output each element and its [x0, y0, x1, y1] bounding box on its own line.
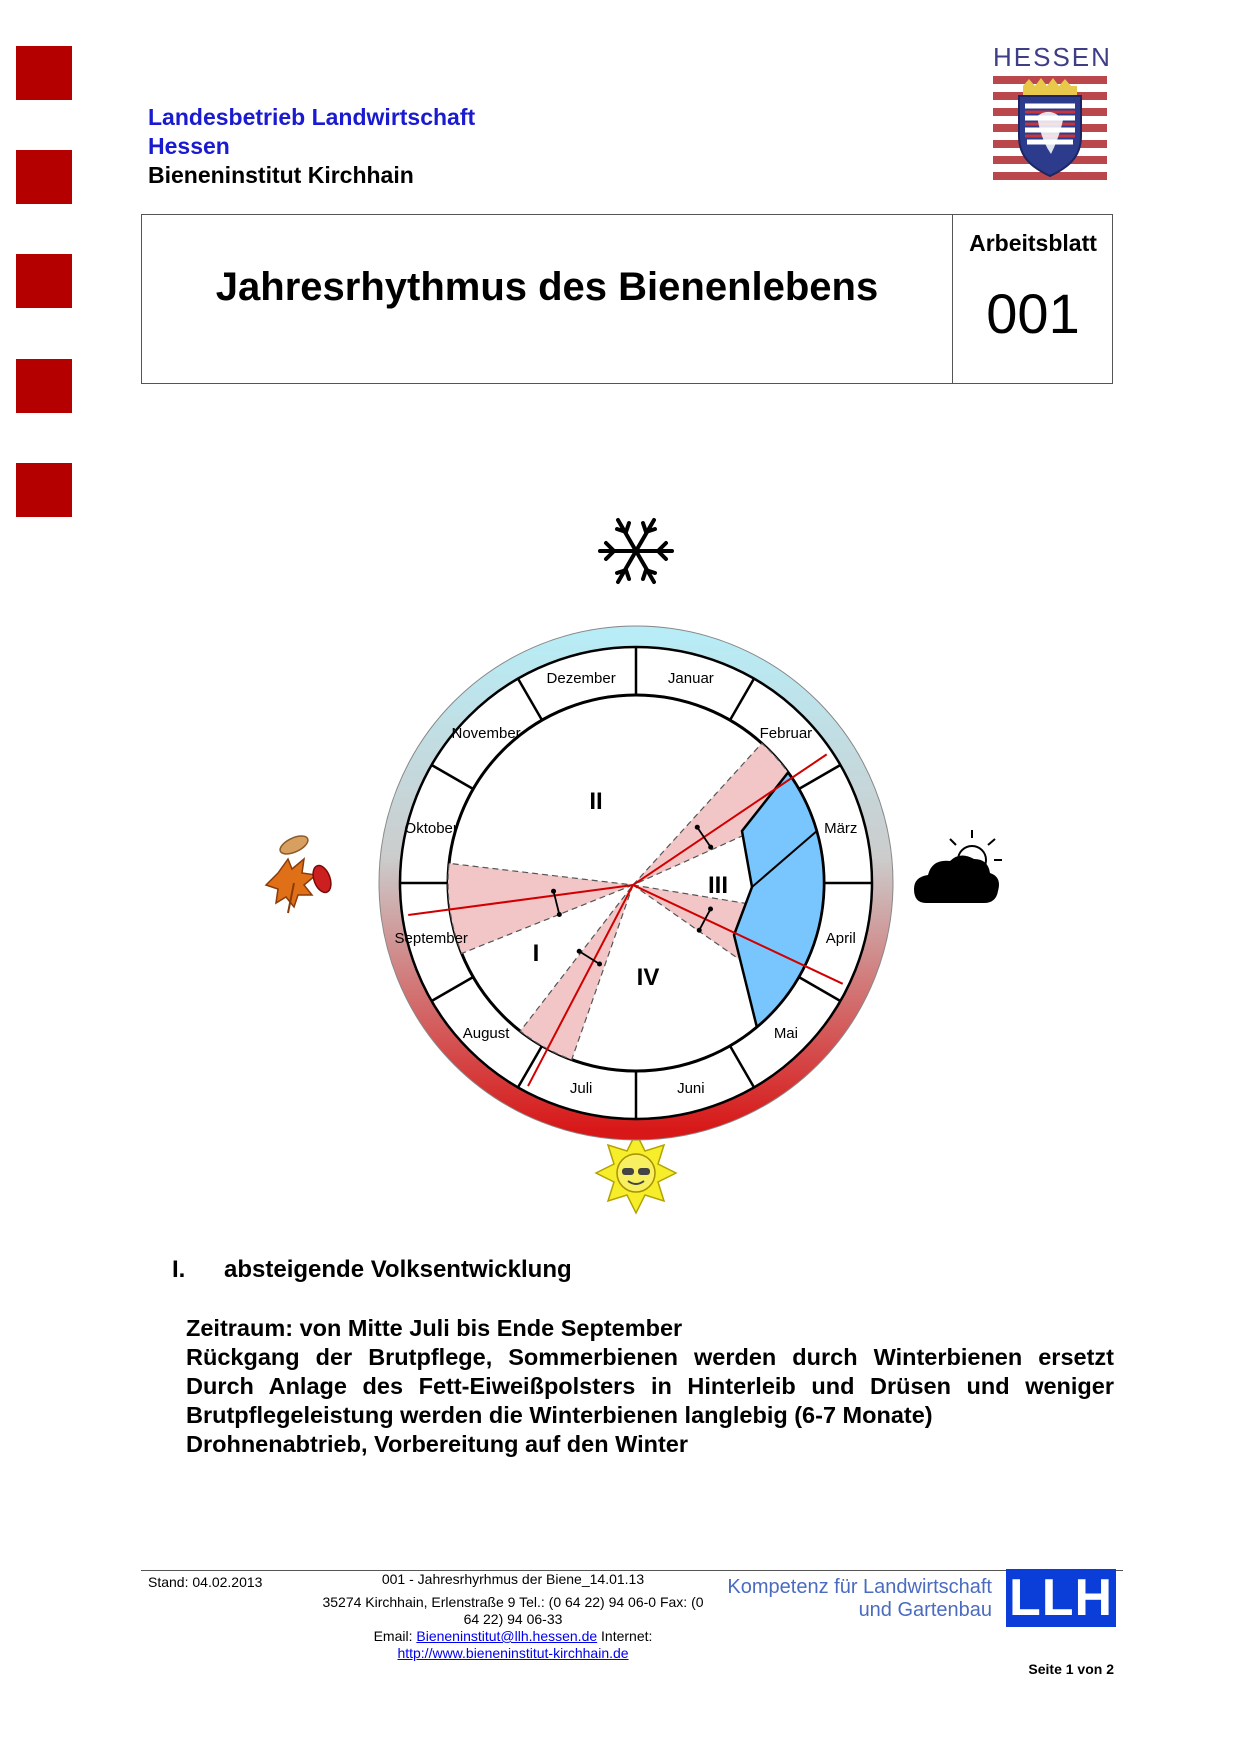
transition-arrow-head	[708, 907, 713, 912]
footer-address-2: 64 22) 94 06-33	[463, 1611, 563, 1627]
section-heading-text: absteigende Volksentwicklung	[224, 1256, 572, 1283]
month-label: Mai	[773, 1024, 798, 1042]
footer-slogan-line-2: und Gartenbau	[858, 1599, 992, 1621]
org-header	[148, 103, 475, 190]
snowflake-icon	[600, 520, 672, 582]
llh-logo: LLH	[1006, 1569, 1116, 1627]
worksheet-number: 001	[986, 282, 1080, 345]
section-line-3: Durch Anlage des Fett-Eiweißpolsters in Hinterleib und Drüsen und weniger	[186, 1373, 1114, 1399]
month-label: Dezember	[546, 670, 616, 688]
month-label: Juli	[569, 1079, 593, 1097]
section-line-5: Drohnenabtrieb, Vorbereitung auf den Winter	[186, 1431, 689, 1457]
footer-website-link[interactable]: http://www.bieneninstitut-kirchhain.de	[397, 1645, 629, 1661]
section-heading	[172, 1256, 572, 1284]
transition-arrow-head	[708, 845, 713, 850]
month-label: September	[394, 929, 468, 947]
footer-address-1: 35274 Kirchhain, Erlenstraße 9 Tel.: (0 64 22) 94 06-0 Fax: (0	[322, 1594, 704, 1610]
footer-slogan	[700, 1576, 992, 1622]
month-label: Februar	[759, 725, 813, 743]
section-line-4: Brutpflegeleistung werden die Winterbienen langlebig (6-7 Monate)	[186, 1402, 933, 1428]
sun-icon	[596, 1133, 676, 1213]
month-label: März	[824, 820, 858, 838]
phase-label: III	[707, 872, 729, 899]
decor-square-1	[16, 46, 72, 100]
decor-square-2	[16, 150, 72, 204]
transition-arrow-head	[697, 928, 702, 933]
hessen-coat-of-arms-icon	[993, 76, 1107, 180]
footer-internet-label: Internet:	[601, 1628, 653, 1644]
phase-label: II	[589, 788, 603, 815]
decor-square-3	[16, 254, 72, 308]
transition-arrow-head	[551, 889, 556, 894]
month-label: Januar	[667, 670, 714, 688]
section-body	[186, 1314, 1114, 1459]
transition-arrow-head	[577, 949, 582, 954]
section-number: I.	[172, 1256, 186, 1283]
transition-arrow-head	[597, 961, 602, 966]
month-label: Oktober	[404, 820, 458, 838]
footer-email-label: Email:	[373, 1628, 413, 1644]
page-number: Seite 1 von 2	[1028, 1661, 1114, 1677]
decor-square-4	[16, 359, 72, 413]
footer-stand-date: Stand: 04.02.2013	[148, 1574, 263, 1590]
page-title: Jahresrhythmus des Bienenlebens	[215, 265, 879, 309]
month-label: August	[462, 1024, 510, 1042]
footer-contact	[306, 1571, 720, 1662]
phase-label: IV	[636, 964, 660, 991]
autumn-leaves-icon	[266, 832, 334, 913]
org-line-3: Bieneninstitut Kirchhain	[148, 162, 414, 188]
footer-email-link[interactable]: Bieneninstitut@llh.hessen.de	[416, 1628, 598, 1644]
month-label: November	[451, 725, 521, 743]
section-line-2: Rückgang der Brutpflege, Sommerbienen werden durch Winterbienen ersetzt	[186, 1344, 1114, 1370]
title-box	[141, 214, 1113, 384]
hessen-wordmark: HESSEN	[993, 42, 1112, 72]
worksheet-label: Arbeitsblatt	[969, 230, 1097, 256]
phase-label: I	[532, 940, 540, 967]
transition-arrow-head	[695, 825, 700, 830]
footer-email-row	[306, 1628, 720, 1645]
org-line-1: Landesbetrieb Landwirtschaft	[148, 104, 476, 130]
decor-square-5	[16, 463, 72, 517]
transition-arrow-head	[557, 912, 562, 917]
month-label: April	[825, 929, 856, 947]
footer-slogan-line-1: Kompetenz für Landwirtschaft	[727, 1576, 992, 1598]
section-line-1: Zeitraum: von Mitte Juli bis Ende September	[186, 1315, 683, 1341]
org-line-2: Hessen	[148, 133, 230, 159]
annual-cycle-diagram	[250, 505, 1010, 1265]
footer-doc-name: 001 - Jahresrhyrhmus der Biene_14.01.13	[381, 1571, 645, 1587]
month-label: Juni	[677, 1079, 705, 1097]
cloud-sun-icon	[914, 830, 1002, 903]
